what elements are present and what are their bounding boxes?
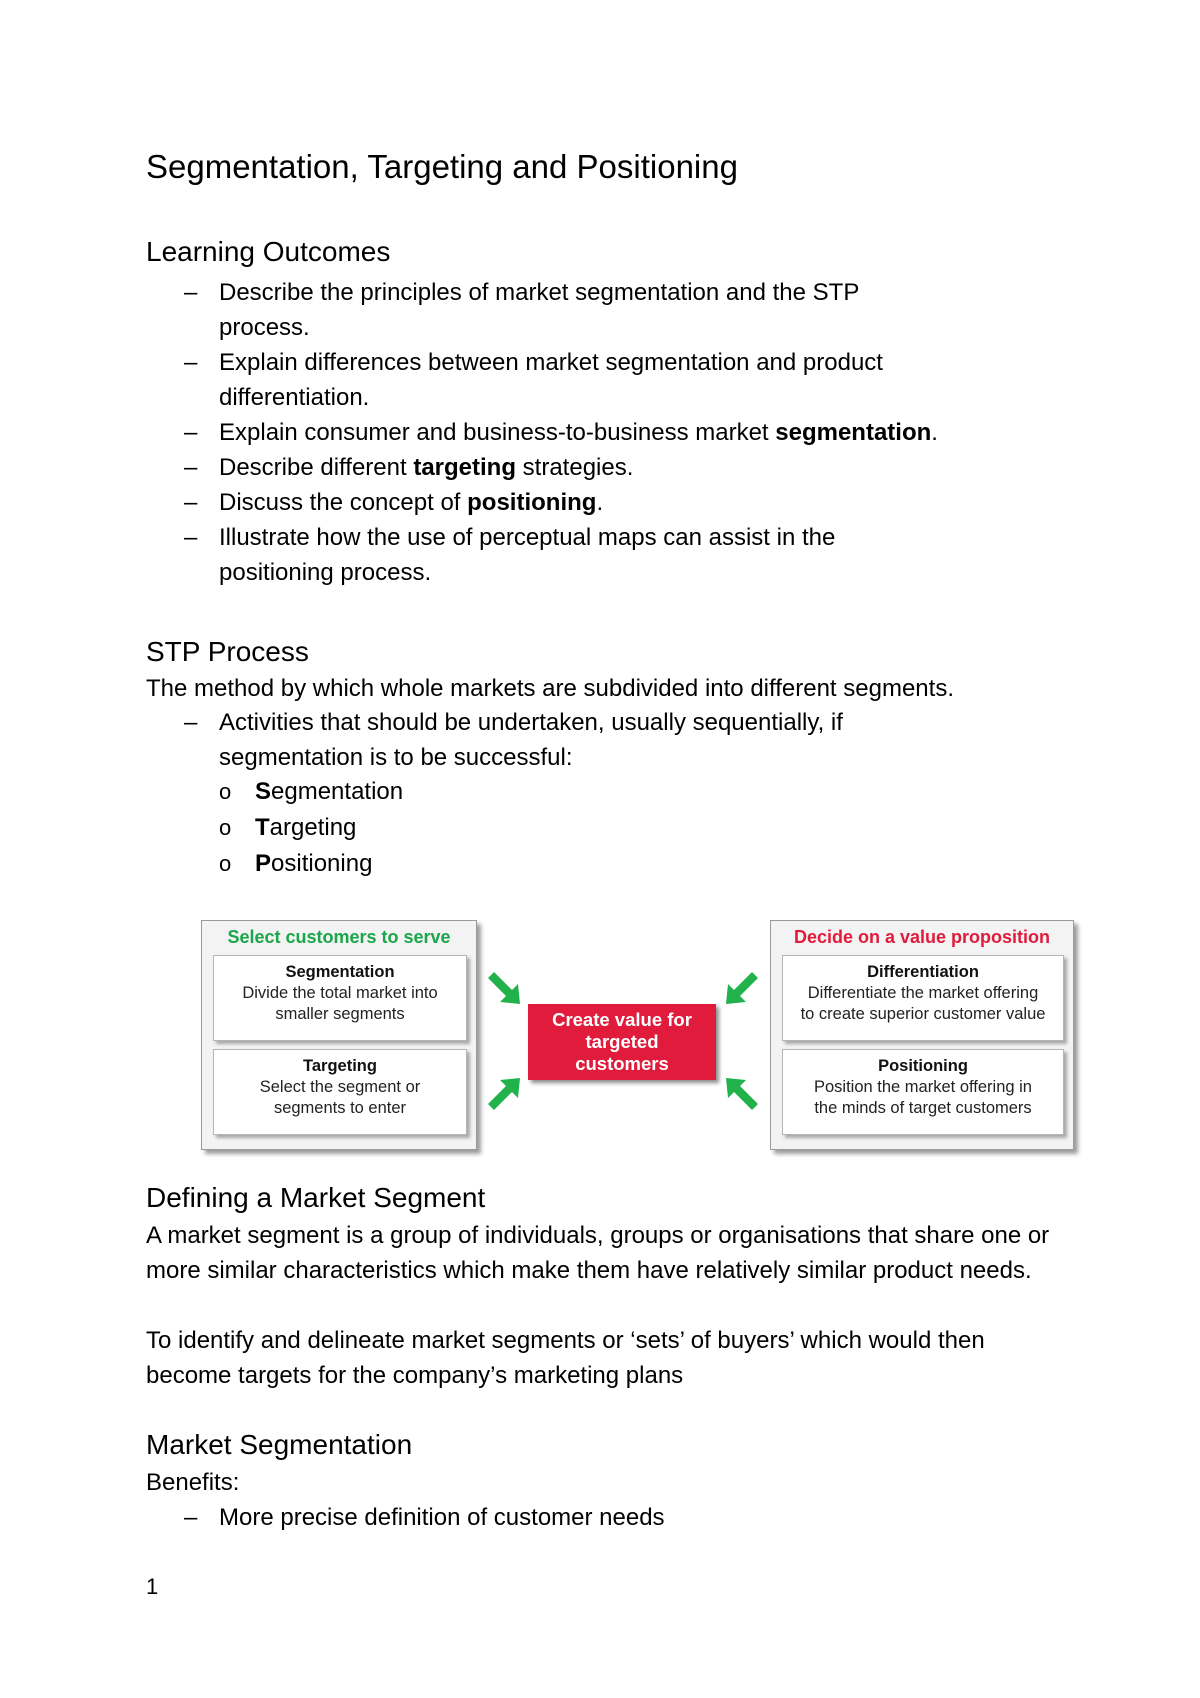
- item-bold-text: positioning: [467, 489, 597, 516]
- benefits-label: Benefits:: [146, 1469, 240, 1496]
- item-text-end: .: [931, 419, 938, 446]
- dash-bullet: –: [184, 489, 198, 516]
- stp-steps-list: [146, 774, 403, 882]
- dash-bullet: –: [184, 524, 198, 551]
- box-text: segments to enter: [273, 1099, 407, 1117]
- box-text: to create superior customer value: [800, 1005, 1046, 1023]
- item-bold-text: segmentation: [775, 419, 932, 446]
- right-panel: [770, 920, 1074, 1150]
- box-text: Differentiate the market offering: [807, 984, 1039, 1002]
- item-text: Describe different: [219, 454, 414, 481]
- list-item: [146, 415, 946, 450]
- right-panel-title: Decide on a value proposition: [793, 927, 1051, 947]
- stp-intro: The method by which whole markets are subdivided into different segments.: [146, 675, 954, 702]
- list-item: [146, 810, 403, 846]
- list-item: [146, 1500, 1066, 1535]
- circle-bullet: o: [219, 779, 232, 804]
- page-title: Segmentation, Targeting and Positioning: [146, 148, 738, 185]
- list-item: [146, 520, 946, 590]
- item-text: Activities that should be undertaken, usually sequentially, if segmentation is to be successful:: [219, 709, 843, 771]
- list-item: [146, 705, 916, 775]
- list-item: [146, 275, 946, 345]
- arrow-up-left-icon: [718, 1070, 762, 1114]
- item-text-end: .: [596, 489, 604, 516]
- arrow-down-left-icon: [718, 968, 762, 1012]
- list-item: [146, 485, 946, 520]
- list-item: [146, 774, 403, 810]
- stp-process-heading: STP Process: [146, 636, 309, 667]
- segmentation-box: [213, 955, 467, 1041]
- learning-outcomes-heading: Learning Outcomes: [146, 236, 391, 267]
- center-value-box: [528, 1004, 716, 1080]
- defining-paragraph-2: To identify and delineate market segments or ‘sets’ of buyers’ which would then become targets for the company’s marketing plans: [146, 1327, 985, 1389]
- positioning-box: [782, 1049, 1064, 1135]
- item-text-end: strategies.: [516, 454, 634, 481]
- defining-paragraph-1: A market segment is a group of individuals, groups or organisations that share one or more similar characteristics which make them have relatively similar product needs.: [146, 1222, 1050, 1284]
- dash-bullet: –: [184, 454, 198, 481]
- circle-bullet: o: [219, 851, 232, 876]
- dash-bullet: –: [184, 709, 198, 736]
- market-segmentation-heading: Market Segmentation: [146, 1429, 413, 1460]
- box-text: smaller segments: [275, 1005, 405, 1023]
- dash-bullet: –: [184, 349, 198, 376]
- item-text: Describe the principles of market segmentation and the STP process.: [219, 279, 859, 341]
- step-initial: P: [255, 850, 272, 877]
- box-text: Divide the total market into: [242, 984, 438, 1002]
- step-rest: argeting: [269, 814, 357, 841]
- item-text: Explain consumer and business-to-business market: [219, 419, 776, 446]
- item-bold-text: targeting: [413, 454, 516, 481]
- dash-bullet: –: [184, 279, 198, 306]
- learning-outcomes-list: [146, 275, 946, 590]
- item-text: Discuss the concept of: [219, 489, 468, 516]
- dash-bullet: –: [184, 1504, 198, 1531]
- box-title: Positioning: [878, 1057, 968, 1075]
- box-text: Position the market offering in: [814, 1078, 1032, 1096]
- benefits-list: [146, 1500, 1066, 1535]
- list-item: [146, 846, 403, 882]
- list-item: [146, 450, 946, 485]
- box-title: Differentiation: [867, 963, 979, 981]
- dash-bullet: –: [184, 419, 198, 446]
- arrow-up-right-icon: [484, 1070, 528, 1114]
- arrow-down-right-icon: [484, 968, 528, 1012]
- step-initial: T: [255, 814, 270, 841]
- step-rest: egmentation: [271, 778, 404, 805]
- box-title: Segmentation: [285, 963, 395, 981]
- item-text: Illustrate how the use of perceptual maps can assist in the positioning process.: [219, 524, 836, 586]
- item-text: Explain differences between market segmentation and product differentiation.: [219, 349, 883, 411]
- left-panel-title: Select customers to serve: [227, 927, 451, 947]
- box-text: Select the segment or: [259, 1078, 421, 1096]
- circle-bullet: o: [219, 815, 232, 840]
- list-item: [146, 345, 946, 415]
- box-text: the minds of target customers: [814, 1099, 1032, 1117]
- targeting-box: [213, 1049, 467, 1135]
- step-initial: S: [255, 778, 272, 805]
- item-text: More precise definition of customer needs: [219, 1504, 665, 1531]
- center-value-text: Create value for targeted customers: [552, 1009, 692, 1074]
- box-title: Targeting: [303, 1057, 377, 1075]
- step-rest: ositioning: [271, 850, 373, 877]
- differentiation-box: [782, 955, 1064, 1041]
- defining-segment-heading: Defining a Market Segment: [146, 1182, 486, 1213]
- page-number: 1: [146, 1574, 159, 1599]
- stp-activities-list: [146, 705, 916, 775]
- left-panel: [201, 920, 477, 1150]
